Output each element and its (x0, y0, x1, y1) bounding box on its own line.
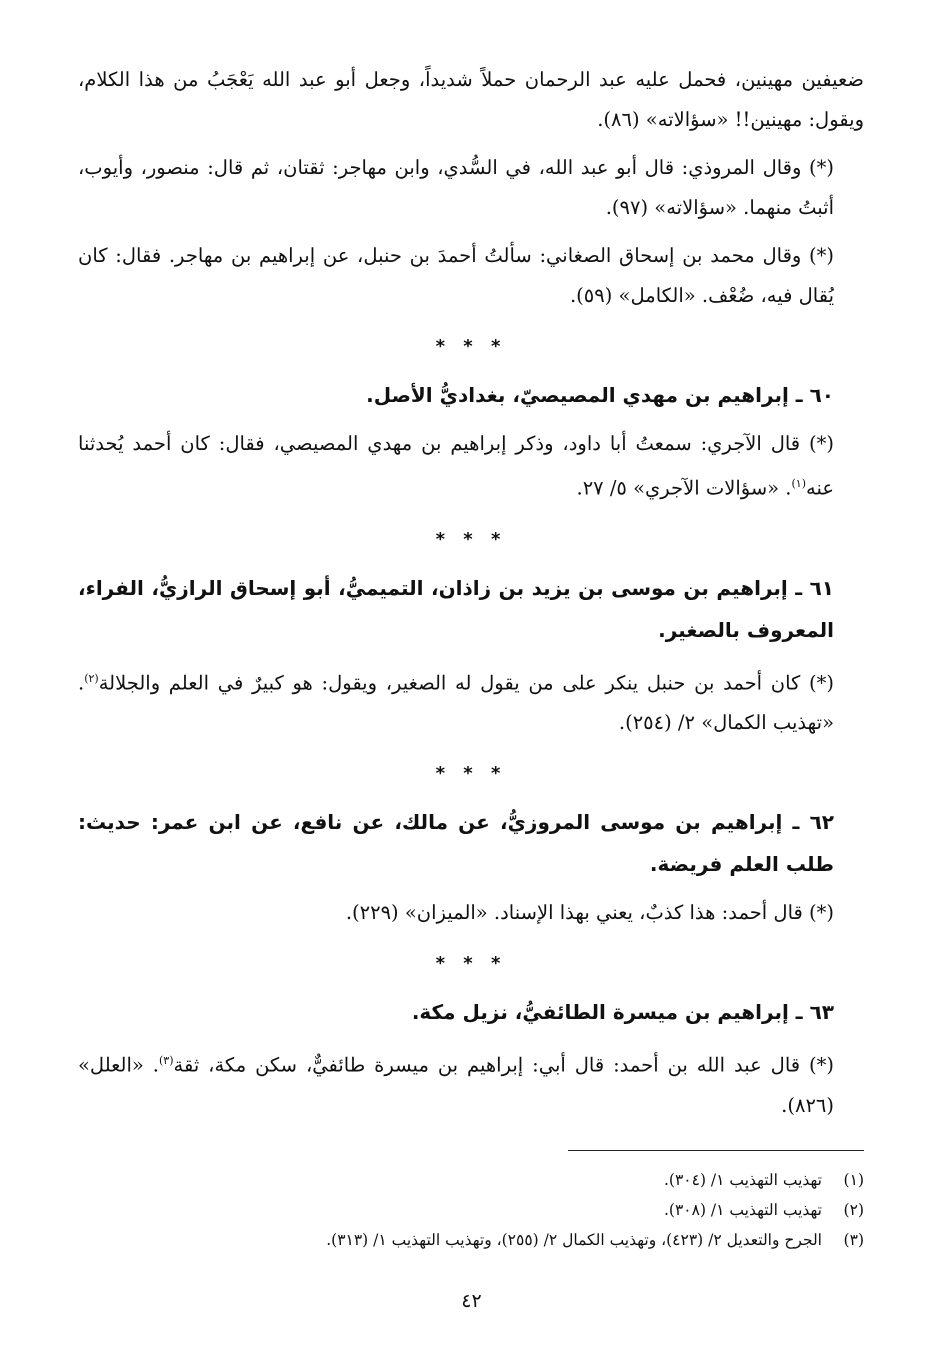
footnote-number: (١) (843, 1170, 864, 1189)
paragraph-marwazi: (*) وقال المروذي: قال أبو عبد الله، في السُّدي، وابن مهاجر: ثقتان، ثم قال: منصور، وأيوب، أثبتُ منهما. «سؤالاته» (٩٧). (78, 156, 834, 219)
paragraph-saghani: (*) وقال محمد بن إسحاق الصغاني: سألتُ أحمدَ بن حنبل، عن إبراهيم بن مهاجر. فقال: كان يُقال فيه، ضُعْف. «الكامل» (٥٩). (78, 244, 834, 307)
footnote-ref-3: (٣) (158, 1054, 174, 1067)
footnote-3 (78, 1225, 864, 1255)
footnote-divider (568, 1150, 864, 1151)
section-separator: * * * (435, 336, 507, 357)
footnote-ref-1: (١) (791, 477, 807, 490)
entry-text-60-body: (*) قال الآجري: سمعتُ أبا داود، وذكر إبراهيم بن مهدي المصيصي، فقال: كان أحمد يُحدثنا عنه (78, 432, 834, 500)
footnote-1 (78, 1165, 864, 1195)
footnotes (78, 1165, 864, 1255)
page-number: ٤٢ (461, 1290, 482, 1312)
entry-title-62: ٦٢ ـ إبراهيم بن موسى المروزيُّ، عن مالك، عن نافع، عن ابن عمر: حديث: طلب العلم فريضة. (78, 810, 834, 876)
entry-text-61 (78, 659, 864, 744)
footnote-number: (٣) (843, 1230, 864, 1249)
entry-text-60-tail: . «سؤالات الآجري» ٥/ ٢٧. (576, 476, 792, 500)
entry-title-61: ٦١ ـ إبراهيم بن موسى بن يزيد بن زاذان، التميميُّ، أبو إسحاق الرازيُّ، الفراء، المعروف بالصغير. (78, 575, 834, 642)
entry-text-63-body: (*) قال عبد الله بن أحمد: قال أبي: إبراهيم بن ميسرة طائفيٌّ، سكن مكة، ثقة (173, 1053, 834, 1077)
footnote-number: (٢) (843, 1200, 864, 1219)
footnote-ref-2: (٢) (84, 671, 99, 685)
section-separator: * * * (435, 763, 507, 784)
footnote-text: تهذيب التهذيب ١/ (٣٠٤). (663, 1170, 822, 1189)
book-page (78, 60, 864, 1340)
entry-text-61-tail: . «تهذيب الكمال» ٢/ (٢٥٤). (78, 671, 834, 734)
section-separator: * * * (435, 953, 507, 974)
footnote-2 (78, 1195, 864, 1225)
footnote-text: الجرح والتعديل ٢/ (٤٢٣)، وتهذيب الكمال ٢/ (٢٥٥)، وتهذيب التهذيب ١/ (٣١٣). (326, 1230, 822, 1249)
paragraph-continuation: ضعيفين مهينين، فحمل عليه عبد الرحمان حملاً شديداً، وجعل أبو عبد الله يَعْجَبُ من هذا الكلام، ويقول: مهينين!! «سؤالاته» (٨٦). (78, 68, 864, 131)
entry-text-61-body: (*) كان أحمد بن حنبل ينكر على من يقول له الصغير، ويقول: هو كبيرٌ في العلم والجلالة (98, 671, 834, 694)
entry-text-62: (*) قال أحمد: هذا كذبٌ، يعني بهذا الإسناد. «الميزان» (٢٢٩). (345, 901, 834, 924)
footnote-text: تهذيب التهذيب ١/ (٣٠٨). (663, 1200, 822, 1219)
section-separator: * * * (435, 528, 507, 550)
entry-text-60 (78, 424, 864, 509)
entry-title-63: ٦٣ ـ إبراهيم بن ميسرة الطائفيُّ، نزيل مكة. (411, 1000, 834, 1024)
entry-text-63-tail: . «العلل» (٨٢٦). (78, 1053, 834, 1117)
entry-text-63 (78, 1041, 864, 1126)
entry-title-60: ٦٠ ـ إبراهيم بن مهدي المصيصيّ، بغداديُّ الأصل. (366, 383, 834, 407)
